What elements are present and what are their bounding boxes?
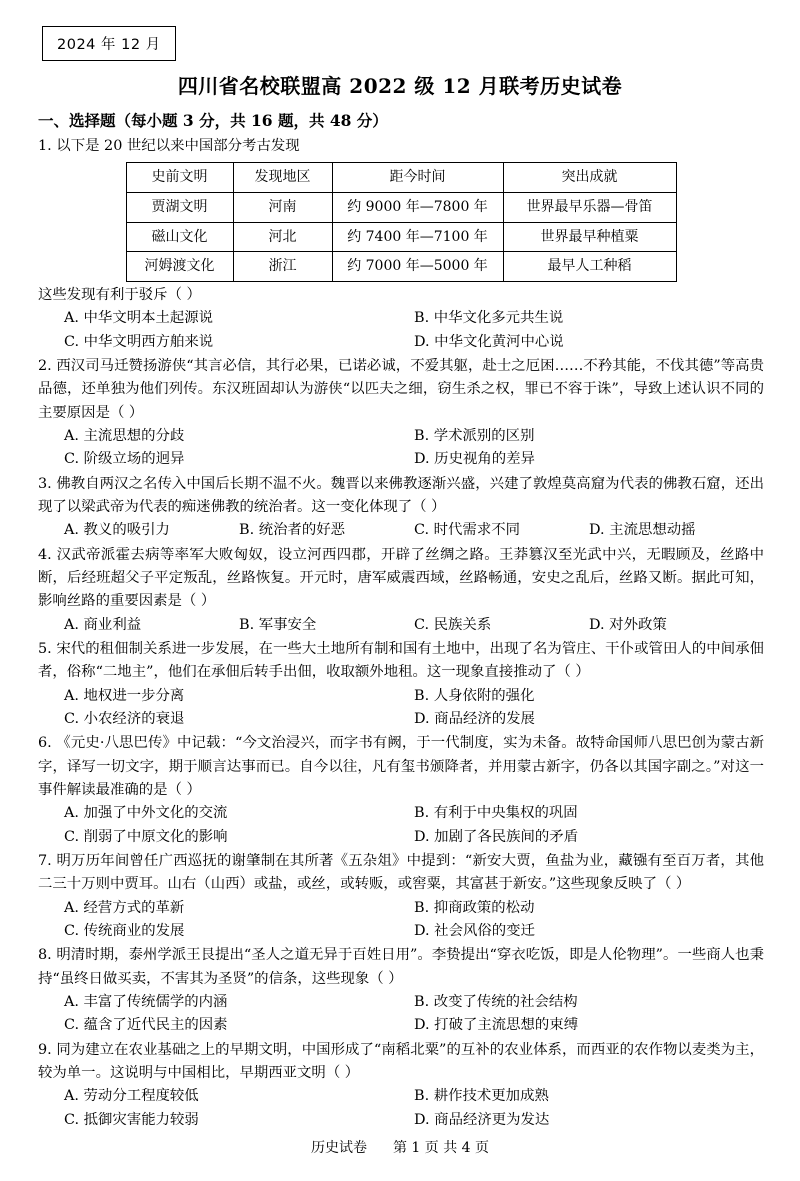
- option-b[interactable]: B. 抑商政策的松动: [414, 899, 535, 916]
- cell-culture: 河姆渡文化: [126, 252, 233, 282]
- question-7: [38, 850, 764, 943]
- question-1: [38, 135, 764, 354]
- option-b[interactable]: B. 人身依附的强化: [414, 687, 535, 704]
- cell-time: 约 9000 年—7800 年: [332, 193, 503, 223]
- cell-time: 约 7400 年—7100 年: [332, 222, 503, 252]
- option-c[interactable]: C. 抵御灾害能力较弱: [64, 1111, 199, 1128]
- question-4: [38, 544, 764, 637]
- option-a[interactable]: A. 加强了中外文化的交流: [64, 805, 228, 822]
- question-stem: 7. 明万历年间曾任广西巡抚的谢肇制在其所著《五杂俎》中提到：“新安大贾，鱼盐为业，藏镪有至百万者，其他二三十万则中贾耳。山右（山西）或盐，或丝，或转贩，或窖粟，其富甚于新安。”这些现象反映了（ ）: [38, 853, 764, 893]
- option-b[interactable]: B. 中华文化多元共生说: [414, 310, 564, 327]
- option-b[interactable]: B. 统治者的好恶: [239, 522, 346, 539]
- option-c[interactable]: C. 阶级立场的迥异: [64, 451, 185, 468]
- question-stem: 3. 佛教自两汉之名传入中国后长期不温不火。魏晋以来佛教逐渐兴盛，兴建了敦煌莫高窟为代表的佛教石窟，还出现了以梁武帝为代表的痴迷佛教的统治者。这一变化体现了（ ）: [38, 475, 764, 516]
- column-header-culture: 史前文明: [126, 163, 233, 193]
- option-a[interactable]: A. 劳动分工程度较低: [64, 1088, 199, 1105]
- cell-region: 浙江: [233, 252, 332, 282]
- options-list: [38, 425, 764, 472]
- question-stem: 9. 同为建立在农业基础之上的早期文明，中国形成了“南稻北粟”的互补的农业体系，而西亚的农作物以麦类为主，较为单一。这说明与中国相比，早期西亚文明（ ）: [38, 1041, 764, 1081]
- options-list: [38, 897, 764, 944]
- option-a[interactable]: A. 教义的吸引力: [64, 522, 170, 539]
- question-stem: 5. 宋代的租佃制关系进一步发展，在一些大土地所有制和国有土地中，出现了名为管庄、干仆或管田人的中间承佃者，俗称“二地主”，他们在承佃后转手出佃，收取额外地租。这一现象直接推动了（ ）: [38, 641, 764, 681]
- option-c[interactable]: C. 蕴含了近代民主的因素: [64, 1017, 228, 1034]
- exam-content: [38, 108, 764, 1132]
- options-list: [38, 991, 764, 1038]
- table-header-row: [126, 163, 676, 193]
- question-8: [38, 944, 764, 1037]
- option-b[interactable]: B. 改变了传统的社会结构: [414, 993, 578, 1010]
- cell-region: 河南: [233, 193, 332, 223]
- option-d[interactable]: D. 打破了主流思想的束缚: [414, 1017, 579, 1034]
- question-stem: 1. 以下是 20 世纪以来中国部分考古发现: [38, 138, 300, 155]
- cell-achievement: 世界最早乐器—骨笛: [503, 193, 676, 223]
- cell-achievement: 世界最早种植粟: [503, 222, 676, 252]
- cell-culture: 贾湖文明: [126, 193, 233, 223]
- date-box: 2024 年 12 月: [42, 26, 176, 61]
- option-b[interactable]: B. 学术派别的区别: [414, 428, 535, 445]
- table-row: [126, 222, 676, 252]
- option-d[interactable]: D. 对外政策: [589, 616, 667, 633]
- option-d[interactable]: D. 商品经济更为发达: [414, 1111, 550, 1128]
- column-header-time: 距今时间: [332, 163, 503, 193]
- option-a[interactable]: A. 主流思想的分歧: [64, 428, 185, 445]
- question-6: [38, 732, 764, 849]
- question-9: [38, 1039, 764, 1132]
- options-list: [38, 307, 764, 354]
- cell-culture: 磁山文化: [126, 222, 233, 252]
- cell-time: 约 7000 年—5000 年: [332, 252, 503, 282]
- option-a[interactable]: A. 经营方式的革新: [64, 899, 185, 916]
- option-b[interactable]: B. 耕作技术更加成熟: [414, 1088, 549, 1105]
- options-list: [38, 802, 764, 849]
- question-5: [38, 638, 764, 731]
- option-d[interactable]: D. 加剧了各民族间的矛盾: [414, 828, 579, 845]
- option-c[interactable]: C. 中华文明西方舶来说: [64, 333, 214, 350]
- section-heading: 一、选择题（每小题 3 分，共 16 题，共 48 分）: [38, 111, 388, 130]
- option-a[interactable]: A. 丰富了传统儒学的内涵: [64, 993, 228, 1010]
- option-c[interactable]: C. 削弱了中原文化的影响: [64, 828, 228, 845]
- footer-label: 历史试卷: [310, 1140, 367, 1156]
- option-b[interactable]: B. 军事安全: [239, 616, 317, 633]
- option-c[interactable]: C. 传统商业的发展: [64, 922, 185, 939]
- question-3: [38, 473, 764, 543]
- option-c[interactable]: C. 时代需求不同: [414, 522, 520, 539]
- table-row: [126, 252, 676, 282]
- option-b[interactable]: B. 有利于中央集权的巩固: [414, 805, 578, 822]
- table-row: [126, 193, 676, 223]
- question-2: [38, 355, 764, 472]
- option-a[interactable]: A. 中华文明本土起源说: [64, 310, 214, 327]
- options-list: [38, 614, 764, 637]
- question-stem: 2. 西汉司马迁赞扬游侠“其言必信，其行必果，已诺必诚，不爱其躯，赴士之厄困……不矜其能，不伐其德”等高贵品德，还单独为他们列传。东汉班固却认为游侠“以匹夫之细，窃生杀之权，罪已不容于诛”，导致上述认识不同的主要原因是（ ）: [38, 358, 764, 421]
- page-title: 四川省名校联盟高 2022 级 12 月联考历史试卷: [177, 74, 623, 98]
- option-c[interactable]: C. 小农经济的衰退: [64, 711, 185, 728]
- option-c[interactable]: C. 民族关系: [414, 616, 492, 633]
- column-header-achievement: 突出成就: [503, 163, 676, 193]
- column-header-region: 发现地区: [233, 163, 332, 193]
- archaeology-table: [126, 162, 677, 282]
- option-a[interactable]: A. 商业利益: [64, 616, 142, 633]
- option-a[interactable]: A. 地权进一步分离: [64, 687, 185, 704]
- page-number: 第 1 页 共 4 页: [392, 1140, 490, 1156]
- cell-achievement: 最早人工种稻: [503, 252, 676, 282]
- option-d[interactable]: D. 社会风俗的变迁: [414, 922, 535, 939]
- options-list: [38, 685, 764, 732]
- question-stem-continued: 这些发现有利于驳斥（ ）: [38, 287, 201, 304]
- question-stem: 4. 汉武帝派霍去病等率军大败匈奴，设立河西四郡，开辟了丝绸之路。王莽篡汉至光武中兴，无暇顾及，丝路中断，后经班超父子平定叛乱，丝路恢复。开元时，唐军威震西域，丝路畅通，安史之乱后，丝路又断。据此可知，影响丝路的重要因素是（ ）: [38, 546, 764, 610]
- cell-region: 河北: [233, 222, 332, 252]
- question-stem: 8. 明清时期，泰州学派王艮提出“圣人之道无异于百姓日用”。李贽提出“穿衣吃饭，即是人伦物理”。一些商人也秉持“虽终日做买卖，不害其为圣贤”的信条，这些现象（ ）: [38, 947, 764, 987]
- option-d[interactable]: D. 商品经济的发展: [414, 711, 535, 728]
- option-d[interactable]: D. 中华文化黄河中心说: [414, 333, 564, 350]
- options-list: [38, 1085, 764, 1132]
- options-list: [38, 519, 764, 542]
- question-stem: 6. 《元史·八思巴传》中记载：“今文治浸兴，而字书有阙，于一代制度，实为未备。故特命国师八思巴创为蒙古新字，译写一切文字，期于顺言达事而已。自今以往，凡有玺书颁降者，并用蒙古新字，仍各以其国字副之。”对这一事件解读最准确的是（ ）: [38, 735, 764, 799]
- page-footer: [0, 1137, 800, 1157]
- option-d[interactable]: D. 主流思想动摇: [589, 522, 696, 539]
- option-d[interactable]: D. 历史视角的差异: [414, 451, 535, 468]
